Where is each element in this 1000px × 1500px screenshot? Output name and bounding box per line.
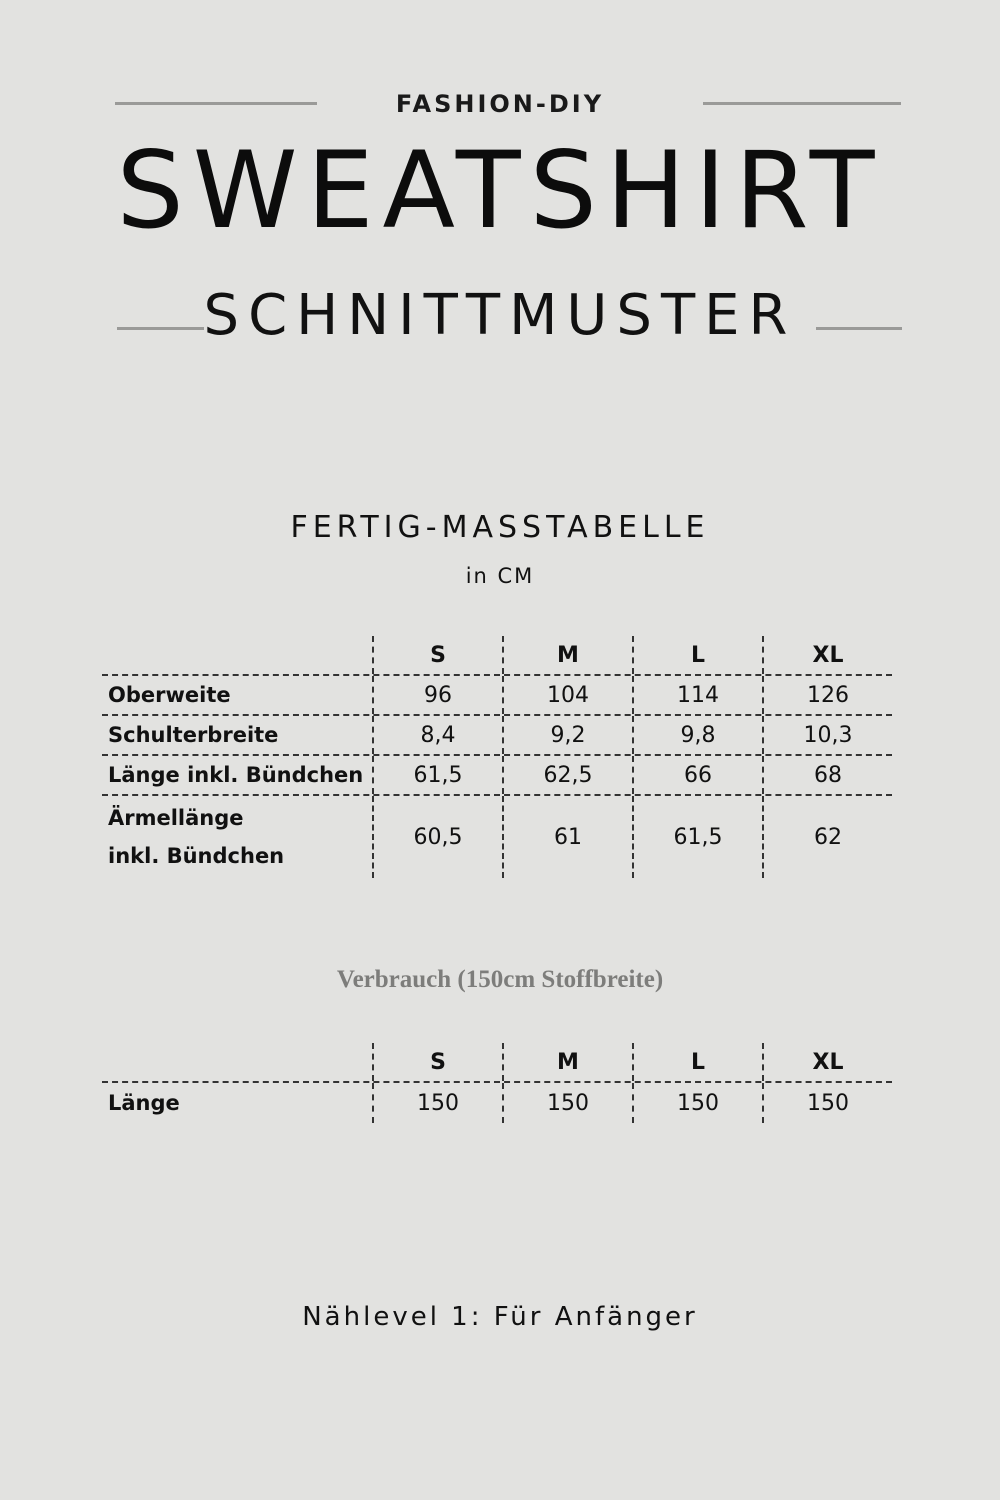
page-title: SWEATSHIRT [116,129,884,252]
measurement-table [102,636,892,878]
row-label: Oberweite [108,683,231,707]
table-cell: 150 [762,1083,892,1123]
table-cell: 62 [762,796,892,878]
size-header: XL [762,1043,892,1081]
table-cell: 68 [762,756,892,794]
table-cell: 104 [502,676,632,714]
table-cell: 61,5 [372,756,502,794]
row-label: Länge [108,1091,180,1115]
header-empty-cell [102,636,372,674]
row-label-line: Ärmellänge [108,806,244,830]
table-cell: 66 [632,756,762,794]
table-cell: 9,2 [502,716,632,754]
measurements-unit: in CM [465,564,535,588]
table-cell: 9,8 [632,716,762,754]
table-cell: 150 [632,1083,762,1123]
table-cell: 61 [502,796,632,878]
table-row [102,716,892,756]
page-subtitle: SCHNITTMUSTER [203,283,797,348]
table-cell: 61,5 [632,796,762,878]
size-header: S [372,636,502,674]
consumption-table [102,1043,892,1123]
table-cell: 150 [502,1083,632,1123]
table-cell: 62,5 [502,756,632,794]
row-label: Länge inkl. Bündchen [108,763,364,787]
size-header: XL [762,636,892,674]
table-header-row [102,636,892,676]
size-header: L [632,1043,762,1081]
table-header-row [102,1043,892,1083]
table-cell: 60,5 [372,796,502,878]
table-cell: 126 [762,676,892,714]
size-header: S [372,1043,502,1081]
sewing-level: Nählevel 1: Für Anfänger [302,1302,698,1332]
table-row [102,796,892,878]
table-cell: 150 [372,1083,502,1123]
size-header: M [502,1043,632,1081]
header-empty-cell [102,1043,372,1081]
measurements-title: FERTIG-MASSTABELLE [290,510,710,545]
table-row [102,676,892,716]
size-header: L [632,636,762,674]
table-row [102,1083,892,1123]
table-row [102,756,892,796]
consumption-title: Verbrauch (150cm Stoffbreite) [336,966,664,993]
table-cell: 10,3 [762,716,892,754]
row-label: Schulterbreite [108,723,279,747]
table-cell: 8,4 [372,716,502,754]
table-cell: 96 [372,676,502,714]
size-header: M [502,636,632,674]
row-label-line: inkl. Bündchen [108,844,285,868]
kicker-text: FASHION-DIY [395,90,605,118]
row-label [102,796,372,878]
table-cell: 114 [632,676,762,714]
